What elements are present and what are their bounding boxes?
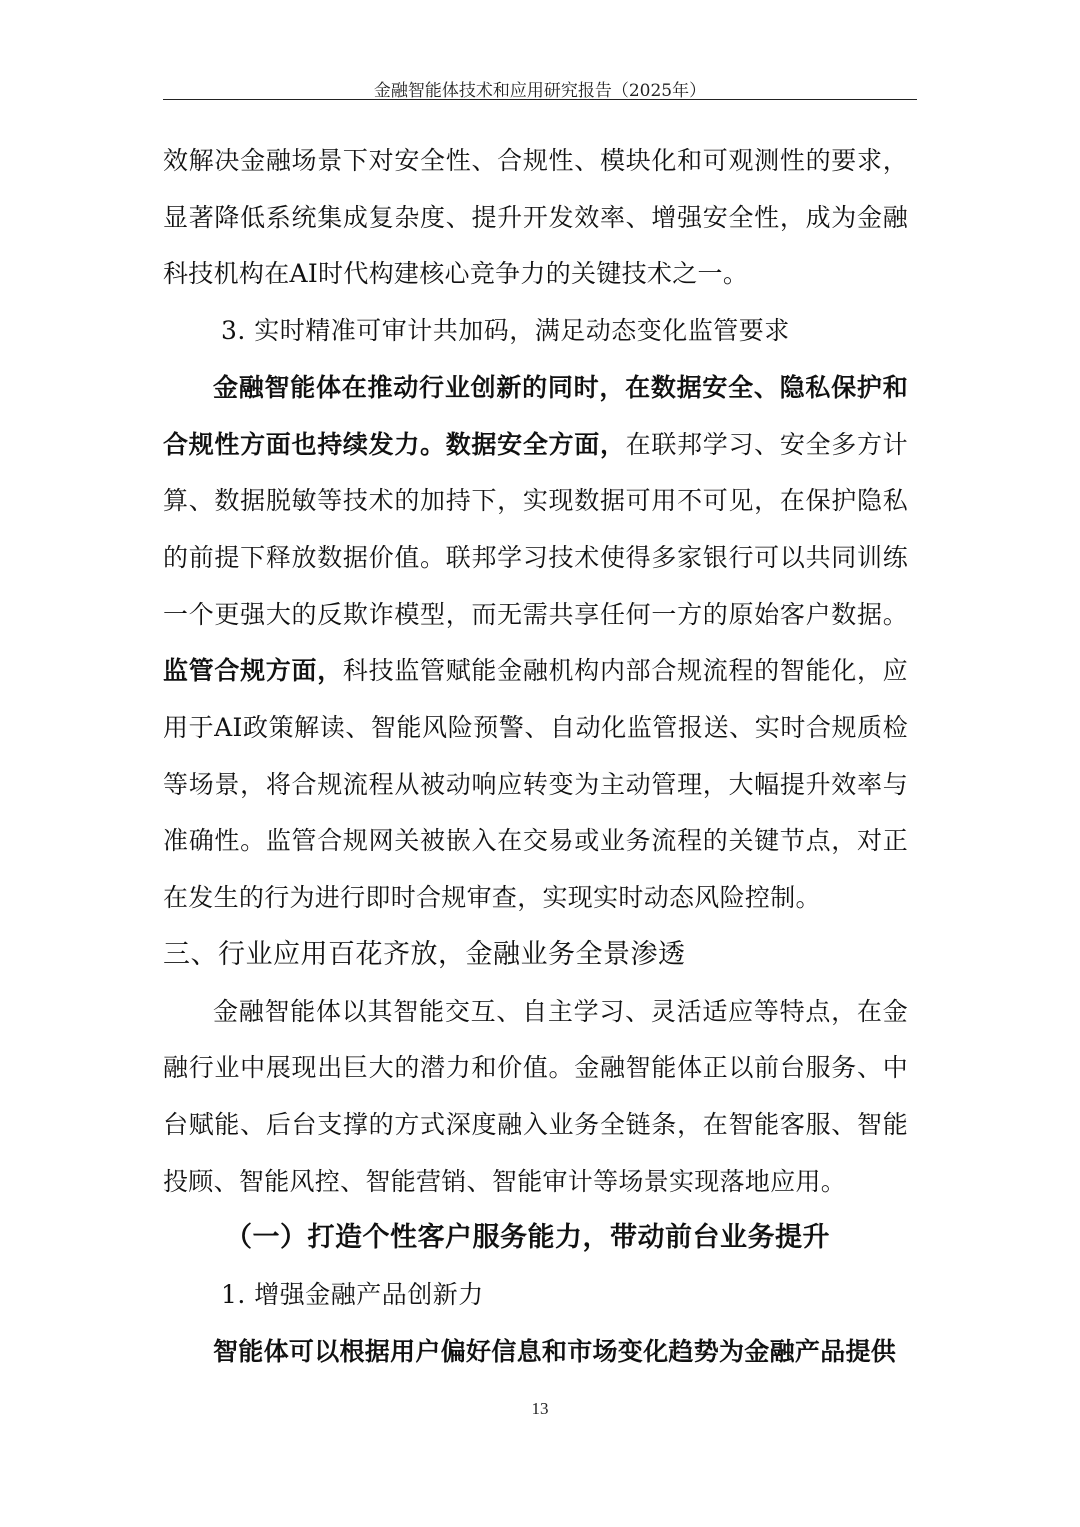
running-header: 金融智能体技术和应用研究报告（2025年）	[373, 81, 707, 101]
page-number: 13	[531, 1399, 549, 1418]
bold-lead-data-security: 金融智能体在推动行业创新的同时，在数据安全、隐私保护和合规性方面也持续发力。数据安全方面，	[163, 372, 908, 459]
bold-lead-product: 智能体可以根据用户偏好信息和市场变化趋势为金融产品提供	[213, 1336, 897, 1366]
paragraph-regulation	[163, 360, 908, 927]
header-rule	[163, 99, 917, 100]
paragraph-continuation: 效解决金融场景下对安全性、合规性、模块化和可观测性的要求，显著降低系统集成复杂度、提升开发效率、增强安全性，成为金融科技机构在AI时代构建核心竞争力的关键技术之一。	[163, 146, 908, 289]
subsection-heading-1: （一）打造个性客户服务能力，带动前台业务提升	[225, 1222, 830, 1254]
paragraph-data-security-text: 在联邦学习、安全多方计算、数据脱敏等技术的加持下，实现数据可用不可见，在保护隐私的前提下释放数据价值。联邦学习技术使得多家银行可以共同训练一个更强大的反欺诈模型，而无需共享任何一方的原始客户数据。	[163, 429, 908, 629]
paragraph-industry-application: 金融智能体以其智能交互、自主学习、灵活适应等特点，在金融行业中展现出巨大的潜力和价值。金融智能体正以前台服务、中台赋能、后台支撑的方式深度融入业务全链条，在智能客服、智能投顾、智能风控、智能营销、智能审计等场景实现落地应用。	[163, 996, 908, 1196]
bold-lead-compliance: 监管合规方面，	[163, 656, 343, 686]
subsection-heading-1-1: 1. 增强金融产品创新力	[221, 1280, 484, 1310]
subsection-heading-3: 3. 实时精准可审计共加码，满足动态变化监管要求	[221, 316, 790, 346]
paragraph-product-innovation	[163, 1324, 908, 1381]
page-body	[163, 133, 908, 1380]
section-heading-3: 三、行业应用百花齐放，金融业务全景渗透	[163, 938, 686, 970]
paragraph-compliance-text: 科技监管赋能金融机构内部合规流程的智能化，应用于AI政策解读、智能风险预警、自动化监管报送、实时合规质检等场景，将合规流程从被动响应转变为主动管理，大幅提升效率与准确性。监管合规网关被嵌入在交易或业务流程的关键节点，对正在发生的行为进行即时合规审查，实现实时动态风险控制。	[163, 656, 908, 913]
